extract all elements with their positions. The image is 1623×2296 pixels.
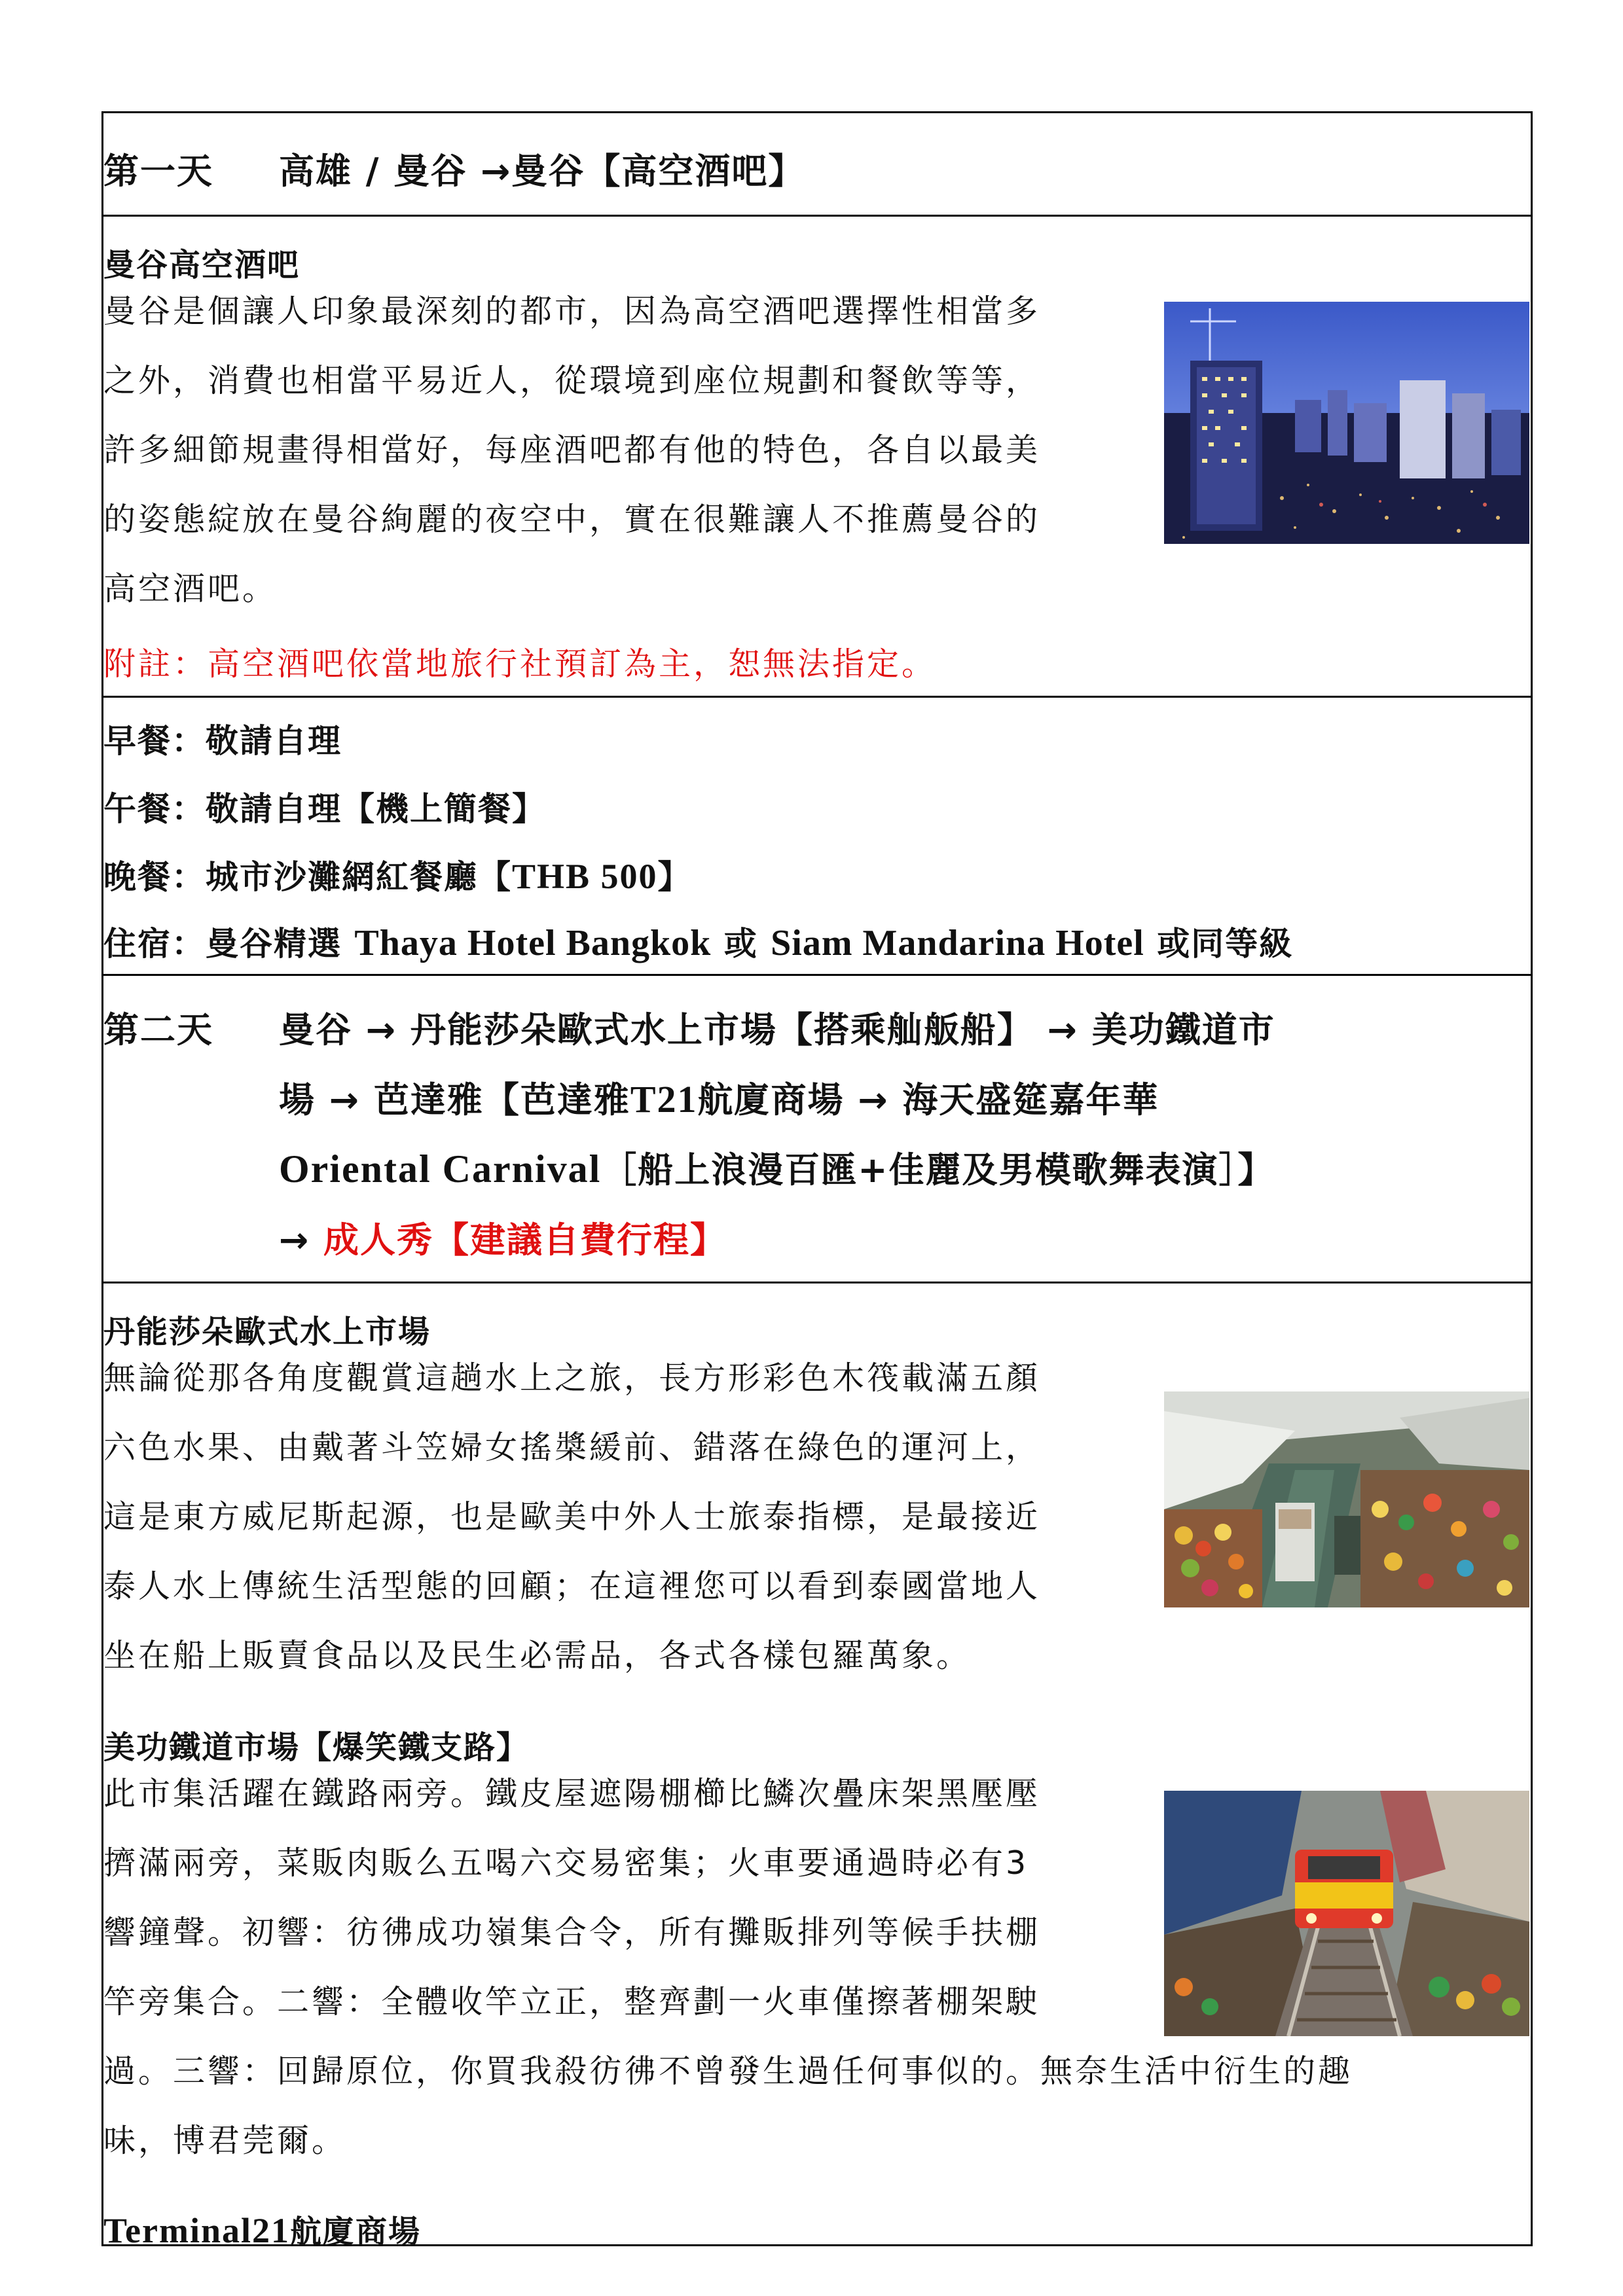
day2-route-segment: 場 → 芭達雅【芭達雅 — [279, 1079, 630, 1121]
hotel-option-1: Thaya Hotel Bangkok — [354, 923, 712, 963]
railway-line: 擠滿兩旁，菜販肉販么五喝六交易密集；火車要通過時必有3 — [103, 1844, 1029, 1882]
hotel-option-2: Siam Mandarina Hotel — [771, 923, 1144, 963]
railway-line: 味，博君莞爾。 — [103, 2122, 347, 2159]
dinner-value: 城市沙灘網紅餐廳【 — [206, 858, 512, 896]
terminal21-title-cjk: 航廈商場 — [290, 2214, 422, 2250]
day2-optional-show: 成人秀【建議自費行程】 — [323, 1219, 727, 1261]
market-line: 這是東方威尼斯起源，也是歐美中外人士旅泰指標，是最接近 — [103, 1498, 1041, 1535]
day2-route-line-3 — [279, 1142, 1275, 1193]
day2-route-segment: 航廈商場 → 海天盛筵嘉年華 — [697, 1079, 1159, 1121]
hotel-line — [103, 918, 1293, 965]
terminal21-title — [103, 2206, 421, 2251]
lunch-label: 午餐： — [103, 790, 206, 828]
day1-line: 許多細節規畫得相當好，每座酒吧都有他的特色，各自以最美 — [103, 431, 1041, 469]
day1-line: 的姿態綻放在曼谷絢麗的夜空中，實在很難讓人不推薦曼谷的 — [103, 501, 1041, 538]
lunch-line — [103, 783, 546, 830]
railway-line: 過。三響：回歸原位，你買我殺彷彿不曾發生過任何事似的。無奈生活中衍生的趣 — [103, 2053, 1353, 2090]
meals-row — [103, 696, 1531, 974]
hotel-label: 住宿： — [103, 925, 206, 963]
day1-line: 之外，消費也相當平易近人，從環境到座位規劃和餐飲等等， — [103, 362, 1041, 399]
dinner-price: THB 500 — [512, 857, 658, 896]
day1-section-title: 曼谷高空酒吧 — [103, 247, 301, 283]
day2-route-oriental-carnival: Oriental Carnival — [279, 1147, 602, 1191]
railway-line: 此市集活躍在鐵路兩旁。鐵皮屋遮陽棚櫛比鱗次疊床架黑壓壓 — [103, 1775, 1041, 1812]
market-paragraph — [103, 1344, 1040, 1691]
hotel-post: 或同等級 — [1144, 925, 1294, 963]
day1-label: 第一天 — [103, 151, 213, 192]
day1-paragraph — [103, 277, 1040, 624]
terminal21-title-latin: Terminal21 — [103, 2211, 291, 2250]
breakfast-line — [103, 715, 342, 762]
bangkok-night-skyline-photo — [1164, 302, 1529, 544]
market-line: 泰人水上傳統生活型態的回顧；在這裡您可以看到泰國當地人 — [103, 1568, 1041, 1605]
dinner-end: 】 — [657, 858, 692, 896]
day2-route-t21: T21 — [630, 1078, 698, 1121]
arrow-icon: → — [279, 1219, 324, 1261]
market-line: 坐在船上販賣食品以及民生必需品，各式各樣包羅萬象。 — [103, 1637, 972, 1674]
day2-label: 第二天 — [103, 1009, 213, 1050]
day1-note: 附註：高空酒吧依當地旅行社預訂為主，恕無法指定。 — [103, 645, 937, 683]
day1-route: 高雄 / 曼谷 →曼谷【高空酒吧】 — [279, 151, 805, 192]
railway-line: 竿旁集合。二響：全體收竿立正，整齊劃一火車僅擦著棚架駛 — [103, 1983, 1041, 2020]
day1-line: 曼谷是個讓人印象最深刻的都市，因為高空酒吧選擇性相當多 — [103, 293, 1041, 330]
dinner-line — [103, 851, 692, 898]
market-line: 六色水果、由戴著斗笠婦女搖槳緩前、錯落在綠色的運河上， — [103, 1429, 1041, 1466]
day2-route-line-1: 曼谷 → 丹能莎朵歐式水上市場【搭乘舢舨船】 → 美功鐵道市 — [279, 1009, 1275, 1050]
day2-header-row — [103, 974, 1531, 1282]
hotel-pre: 曼谷精選 — [206, 925, 355, 963]
lunch-value: 敬請自理【機上簡餐】 — [206, 790, 546, 828]
day2-content-row — [103, 1282, 1531, 2248]
day1-header-row — [103, 113, 1531, 215]
day2-route-line-4 — [279, 1212, 727, 1263]
breakfast-label: 早餐： — [103, 722, 206, 760]
floating-market-photo — [1164, 1391, 1529, 1607]
market-line: 無論從那各角度觀賞這趟水上之旅，長方形彩色木筏載滿五顏 — [103, 1359, 1041, 1397]
day1-content-row — [103, 215, 1531, 696]
maeklong-railway-market-photo — [1164, 1791, 1529, 2036]
day2-route-segment: ［船上浪漫百匯+佳麗及男模歌舞表演］】 — [601, 1149, 1275, 1191]
breakfast-value: 敬請自理 — [206, 722, 342, 760]
railway-title: 美功鐵道市場【爆笑鐵支路】 — [103, 1729, 530, 1766]
day2-route-line-2 — [279, 1072, 1159, 1122]
market-title: 丹能莎朵歐式水上市場 — [103, 1314, 431, 1350]
railway-line: 響鐘聲。初響：彷彿成功嶺集合令，所有攤販排列等候手扶棚 — [103, 1914, 1041, 1951]
hotel-or: 或 — [711, 925, 771, 963]
day1-line: 高空酒吧。 — [103, 570, 278, 607]
dinner-label: 晚餐： — [103, 858, 206, 896]
itinerary-table — [101, 111, 1533, 2250]
